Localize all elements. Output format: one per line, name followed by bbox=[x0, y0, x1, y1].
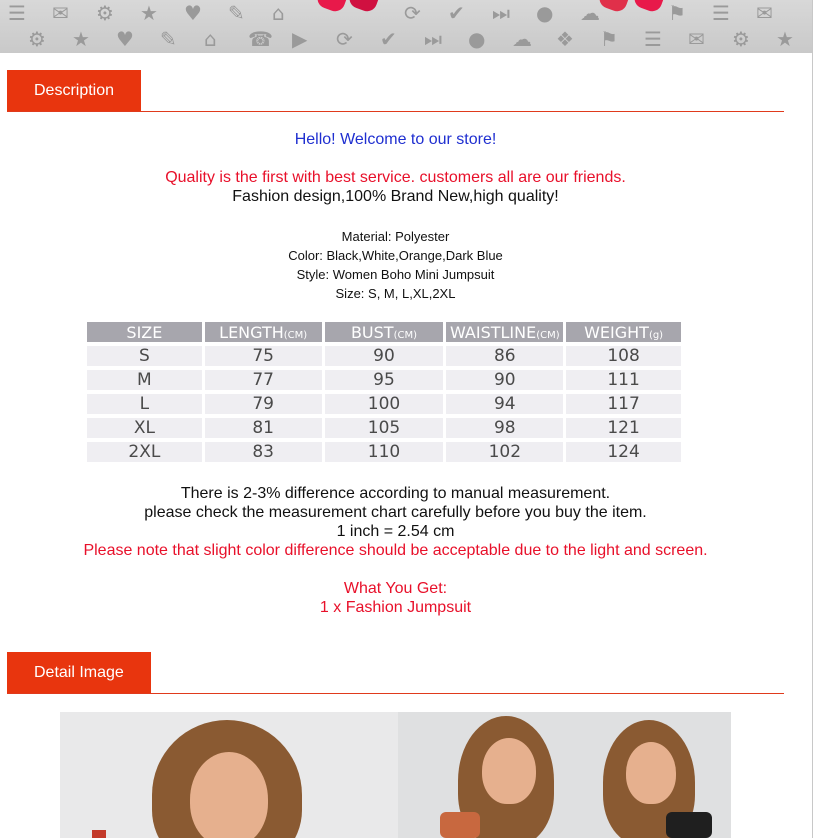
style-text: Style: Women Boho Mini Jumpsuit bbox=[296, 267, 495, 282]
banner-pattern-icon: ☰ bbox=[712, 1, 730, 25]
what-you-get-label: What You Get: bbox=[343, 580, 448, 597]
banner-pattern-icon: ⌂ bbox=[272, 1, 285, 25]
size-text: Size: S, M, L,XL,2XL bbox=[335, 286, 456, 301]
weight-header: WEIGHT(g) bbox=[566, 322, 681, 342]
banner-pattern-icon: ⏭ bbox=[424, 27, 442, 51]
table-cell: 94 bbox=[446, 394, 563, 414]
table-cell: 102 bbox=[446, 442, 563, 462]
banner-pattern-icon: ☰ bbox=[644, 27, 662, 51]
banner-pattern-icon: ⏭ bbox=[492, 1, 510, 25]
table-cell: 77 bbox=[205, 370, 322, 390]
table-row bbox=[87, 442, 681, 462]
table-cell: 75 bbox=[205, 346, 322, 366]
product-photo bbox=[60, 712, 731, 838]
garment-detail bbox=[92, 830, 106, 838]
check-note: please check the measurement chart carefully before you buy the item. bbox=[144, 504, 647, 521]
table-cell: 2XL bbox=[87, 442, 202, 462]
banner-pattern-icon: ⟳ bbox=[404, 1, 421, 25]
table-cell: 111 bbox=[566, 370, 681, 390]
banner-pattern-icon: ▶ bbox=[292, 27, 308, 51]
difference-note: There is 2-3% difference according to manual measurement. bbox=[180, 485, 611, 502]
table-cell: S bbox=[87, 346, 202, 366]
banner-pattern-icon: ⚑ bbox=[600, 27, 618, 51]
table-cell: 124 bbox=[566, 442, 681, 462]
banner-pattern-icon: ★ bbox=[140, 1, 158, 25]
banner-pattern-icon: ☰ bbox=[8, 1, 26, 25]
fashion-text: Fashion design,100% Brand New,high quality! bbox=[232, 188, 559, 205]
description-intro bbox=[7, 130, 784, 206]
banner-pattern-icon: ⌂ bbox=[204, 27, 217, 51]
banner-pattern-icon: ♥ bbox=[116, 27, 134, 51]
table-row bbox=[87, 370, 681, 390]
table-row bbox=[87, 418, 681, 438]
table-cell: 110 bbox=[325, 442, 444, 462]
page-border bbox=[812, 0, 813, 838]
table-cell: 108 bbox=[566, 346, 681, 366]
inch-note: 1 inch = 2.54 cm bbox=[336, 523, 455, 540]
table-cell: 121 bbox=[566, 418, 681, 438]
table-cell: XL bbox=[87, 418, 202, 438]
table-cell: 105 bbox=[325, 418, 444, 438]
model-face bbox=[482, 738, 536, 804]
table-cell: 98 bbox=[446, 418, 563, 438]
table-cell: 117 bbox=[566, 394, 681, 414]
table-cell: 90 bbox=[325, 346, 444, 366]
banner-pattern-icon: ☎ bbox=[248, 27, 273, 51]
length-header: LENGTH(CM) bbox=[205, 322, 322, 342]
model-face bbox=[626, 742, 676, 804]
material-text: Material: Polyester bbox=[341, 229, 450, 244]
banner-pattern-icon: ✉ bbox=[688, 27, 705, 51]
banner-pattern-icon: ⚙ bbox=[28, 27, 46, 51]
table-cell: 79 bbox=[205, 394, 322, 414]
banner-pattern-icon: ⚙ bbox=[96, 1, 114, 25]
detail-image-header bbox=[7, 652, 784, 694]
table-cell: 81 bbox=[205, 418, 322, 438]
garment-black bbox=[666, 812, 712, 838]
banner-pattern-icon: ✔ bbox=[448, 1, 465, 25]
description-tab[interactable]: Description bbox=[7, 70, 141, 111]
photo-panel-side bbox=[398, 712, 731, 838]
banner-pattern-icon: ✉ bbox=[52, 1, 69, 25]
welcome-text: Hello! Welcome to our store! bbox=[294, 131, 497, 148]
table-row bbox=[87, 346, 681, 366]
table-cell: 90 bbox=[446, 370, 563, 390]
banner-pattern-icon: ♥ bbox=[184, 1, 202, 25]
photo-panel-front bbox=[60, 712, 398, 838]
table-cell: 95 bbox=[325, 370, 444, 390]
size-header: SIZE bbox=[87, 322, 202, 342]
banner-pattern-icon: ● bbox=[468, 27, 486, 51]
quality-text: Quality is the first with best service. customers all are our friends. bbox=[165, 169, 626, 186]
measurement-notes bbox=[7, 484, 784, 617]
table-cell: 83 bbox=[205, 442, 322, 462]
logo-fragment bbox=[347, 0, 382, 14]
bust-header: BUST(CM) bbox=[325, 322, 444, 342]
garment-orange bbox=[440, 812, 480, 838]
product-specs bbox=[7, 227, 784, 303]
store-banner bbox=[0, 0, 812, 53]
banner-pattern-icon: ★ bbox=[776, 27, 794, 51]
table-cell: 86 bbox=[446, 346, 563, 366]
detail-image-tab[interactable]: Detail Image bbox=[7, 652, 151, 693]
banner-pattern-icon: ☁ bbox=[580, 1, 600, 25]
model-face bbox=[190, 752, 268, 838]
banner-pattern-icon: ✎ bbox=[228, 1, 245, 25]
logo-fragment bbox=[315, 0, 350, 14]
banner-pattern-icon: ❖ bbox=[556, 27, 574, 51]
table-cell: 100 bbox=[325, 394, 444, 414]
banner-pattern-icon: ✔ bbox=[380, 27, 397, 51]
color-text: Color: Black,White,Orange,Dark Blue bbox=[288, 248, 503, 263]
banner-pattern-icon: ✎ bbox=[160, 27, 177, 51]
logo-fragment bbox=[632, 0, 667, 14]
table-row bbox=[87, 394, 681, 414]
banner-pattern-icon: ⟳ bbox=[336, 27, 353, 51]
banner-pattern-icon: ★ bbox=[72, 27, 90, 51]
banner-pattern-icon: ● bbox=[536, 1, 554, 25]
banner-pattern-icon: ✉ bbox=[756, 1, 773, 25]
table-cell: M bbox=[87, 370, 202, 390]
size-chart-table bbox=[84, 318, 684, 466]
description-header bbox=[7, 70, 784, 112]
what-you-get-item: 1 x Fashion Jumpsuit bbox=[319, 599, 472, 616]
banner-pattern-icon: ☁ bbox=[512, 27, 532, 51]
logo-fragment bbox=[597, 0, 632, 14]
waistline-header: WAISTLINE(CM) bbox=[446, 322, 563, 342]
banner-pattern-icon: ⚑ bbox=[668, 1, 686, 25]
banner-pattern-icon: ⚙ bbox=[732, 27, 750, 51]
table-cell: L bbox=[87, 394, 202, 414]
color-note: Please note that slight color difference should be acceptable due to the light and screen. bbox=[83, 542, 708, 559]
